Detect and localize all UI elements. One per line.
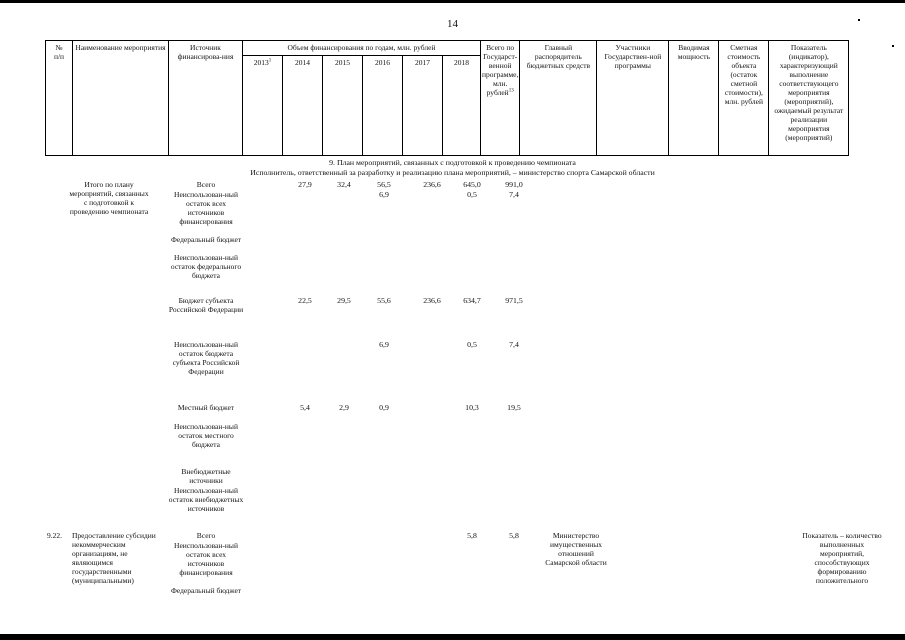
value-2018: 634,7 <box>463 296 481 305</box>
header-year: 2018 <box>443 56 481 156</box>
value-2018: 0,5 <box>467 340 477 349</box>
value-2016: 55,6 <box>377 296 391 305</box>
value-2017: 236,6 <box>423 296 441 305</box>
value-2015: 32,4 <box>337 180 351 189</box>
header-year: 2014 <box>283 56 323 156</box>
source-label: Неиспользован-ный остаток всех источников финансирования <box>174 541 238 577</box>
header-table <box>45 40 849 156</box>
top-border <box>0 0 905 3</box>
header-total: Всего по Государст-венной программе, млн. рублей$^{13}$ <box>481 41 520 156</box>
source-label: Федеральный бюджет <box>170 235 242 244</box>
value-2016: 6,9 <box>379 190 389 199</box>
value-2018: 5,8 <box>467 531 477 540</box>
header-name: Наименование мероприятия <box>73 41 169 156</box>
source-label: Неиспользован-ный остаток местного бюджета <box>174 422 238 449</box>
source-label: Бюджет субъекта Российской Федерации <box>168 296 244 314</box>
header-participants: Участники Государствен-ной программы <box>597 41 669 156</box>
value-2016: 56,5 <box>377 180 391 189</box>
value-2015: 29,5 <box>337 296 351 305</box>
source-label: Неиспользован-ный остаток федерального бюджета <box>170 253 242 280</box>
value-2014: 27,9 <box>298 180 312 189</box>
value-total: 7,4 <box>509 340 519 349</box>
page-number: 14 <box>447 18 458 30</box>
section-executor: Исполнитель, ответственный за разработку и реализацию плана мероприятий, – министерство спорта Самарской области <box>250 168 655 177</box>
value-total: 19,5 <box>507 403 521 412</box>
value-total: 991,0 <box>505 180 523 189</box>
section-title: 9. План мероприятий, связанных с подготовкой к проведению чемпионата <box>329 158 576 167</box>
header-cost: Сметная стоимость объекта (остаток сметной стоимости), млн. рублей <box>719 41 769 156</box>
source-label: Неиспользован-ный остаток внебюджетных источников <box>168 486 244 513</box>
header-capacity: Вводимая мощность <box>669 41 719 156</box>
header-indicator: Показатель (индикатор), характеризующий выполнение соответствующего мероприятия (мероприятий), ожидаемый результат реализации мероприятия (мероприятий) <box>769 41 849 156</box>
value-2018: 10,3 <box>465 403 479 412</box>
source-label: Всего <box>196 180 216 189</box>
value-total: 971,5 <box>505 296 523 305</box>
scan-speck <box>858 19 860 21</box>
bottom-border <box>0 634 905 640</box>
group-total-name: Итого по плану мероприятий, связанных с подготовкой к проведению чемпионата <box>69 180 149 216</box>
item-name: Предоставление субсидии некоммерческим организациям, не являющимся государственными (муниципальными) <box>72 531 156 585</box>
header-manager: Главный распорядитель бюджетных средств <box>520 41 597 156</box>
header-year: 2016 <box>363 56 403 156</box>
source-label: Внебюджетные источники <box>181 467 231 485</box>
value-2018: 0,5 <box>467 190 477 199</box>
item-indicator: Показатель – количество выполненных мероприятий, способствующих формированию положительного <box>802 531 882 585</box>
header-year: 2013$^1$ <box>243 56 283 156</box>
item-number: 9.22. <box>47 531 62 540</box>
value-total: 5,8 <box>509 531 519 540</box>
value-2015: 2,9 <box>339 403 349 412</box>
source-label: Федеральный бюджет <box>170 586 242 595</box>
source-label: Неиспользован-ный остаток всех источников финансирования <box>174 190 238 226</box>
item-manager: Министерство имущественных отношений Самарской области <box>545 531 607 567</box>
value-2014: 5,4 <box>300 403 310 412</box>
scan-speck <box>892 45 894 47</box>
header-volume: Объем финансирования по годам, млн. рублей <box>243 41 481 56</box>
value-2016: 6,9 <box>379 340 389 349</box>
value-2016: 0,9 <box>379 403 389 412</box>
header-no: № п/п <box>46 41 73 156</box>
source-label: Неиспользован-ный остаток бюджета субъекта Российской Федерации <box>172 340 240 376</box>
value-2014: 22,5 <box>298 296 312 305</box>
header-source: Источник финансирова-ния <box>169 41 243 156</box>
header-year: 2017 <box>403 56 443 156</box>
value-total: 7,4 <box>509 190 519 199</box>
value-2018: 645,0 <box>463 180 481 189</box>
value-2017: 236,6 <box>423 180 441 189</box>
source-label: Местный бюджет <box>177 403 235 412</box>
header-year: 2015 <box>323 56 363 156</box>
source-label: Всего <box>196 531 216 540</box>
